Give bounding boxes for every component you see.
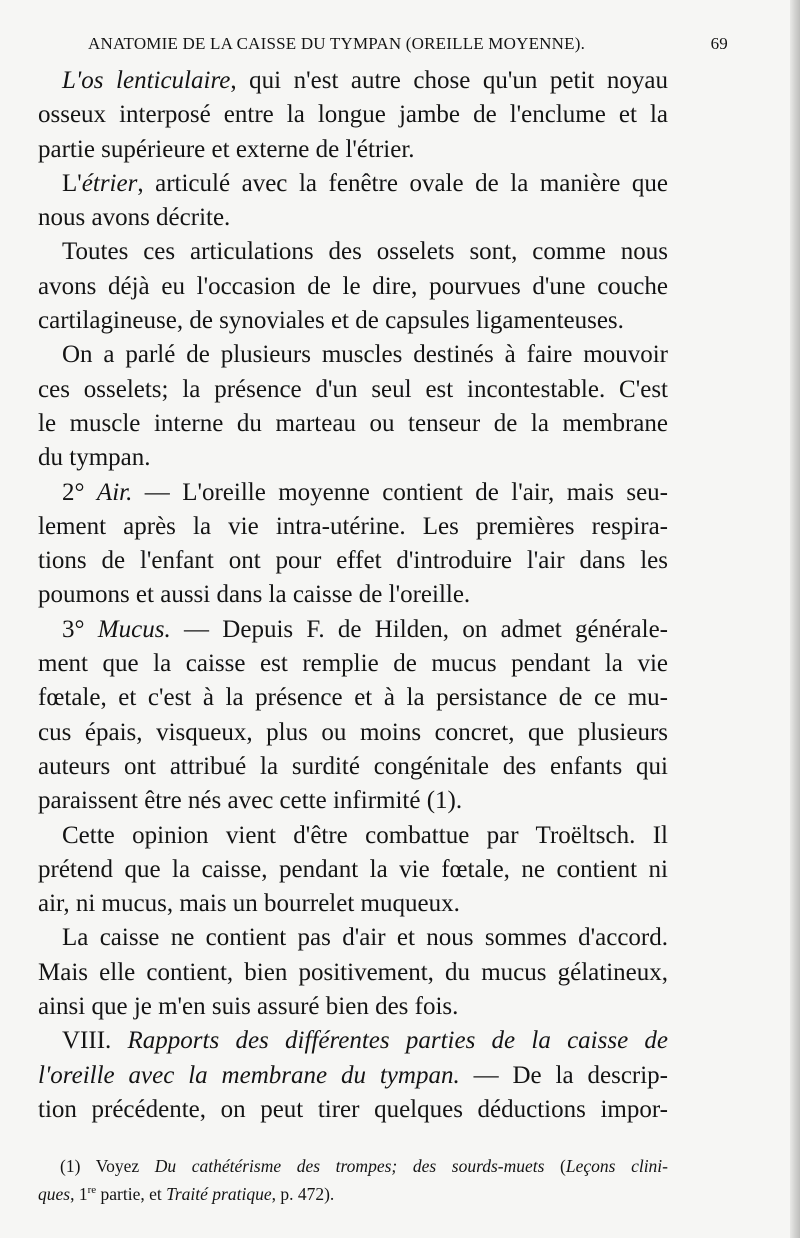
- footnote-line: [38, 1152, 668, 1180]
- text-line: [38, 819, 668, 853]
- page-number: 69: [710, 34, 728, 53]
- italic-text: L': [62, 67, 82, 94]
- text-line: [38, 887, 668, 921]
- italic-text: Traité pratique: [166, 1184, 272, 1204]
- italic-text: os lenticulaire: [81, 67, 231, 94]
- text-run: Toutes ces articulations des osselets sont, comme nous: [62, 238, 668, 266]
- text-run: ainsi que je m'en suis assuré bien des fois.: [38, 993, 459, 1021]
- text-line: [38, 750, 668, 784]
- text-run: poumons et aussi dans la caisse de l'oreille.: [38, 581, 471, 609]
- text-run: (1) Voyez: [60, 1156, 155, 1176]
- text-line: [38, 476, 668, 510]
- text-line: [38, 716, 668, 750]
- italic-text: étrier: [81, 169, 138, 197]
- text-run: ment que la caisse est remplie de mucus pendant la vie: [38, 650, 668, 678]
- italic-text: Leçons clini-: [565, 1156, 669, 1176]
- text-line: [38, 270, 668, 304]
- text-line: [38, 1024, 668, 1058]
- text-line: [38, 578, 668, 612]
- text-run: — L'oreille moyenne contient de l'air, mais seu-: [132, 478, 669, 506]
- text-run: 3°: [62, 615, 98, 643]
- text-run: tion précédente, on peut tirer quelques déductions impor-: [38, 1095, 668, 1123]
- text-line: [38, 133, 668, 167]
- text-run: On a parlé de plusieurs muscles destinés à faire mouvoir: [62, 341, 668, 369]
- running-title: ANATOMIE DE LA CAISSE DU TYMPAN (OREILLE MOYENNE).: [88, 34, 586, 53]
- text-run: le muscle interne du marteau ou tenseur de la membrane: [38, 409, 668, 437]
- text-run: , articulé avec la fenêtre ovale de la manière que: [137, 169, 668, 197]
- text-run: tions de l'enfant ont pour effet d'introduire l'air dans les: [38, 547, 668, 575]
- text-run: lement après la vie intra-utérine. Les premières respira-: [38, 512, 668, 540]
- text-run: 2°: [62, 478, 97, 506]
- text-run: air, ni mucus, mais un bourrelet muqueux.: [38, 890, 460, 918]
- text-line: [38, 64, 668, 98]
- text-line: [38, 784, 668, 818]
- text-line: [38, 304, 668, 338]
- text-line: [38, 681, 668, 715]
- text-run: auteurs ont attribué la surdité congénitale des enfants qui: [38, 752, 668, 780]
- text-run: , 1: [70, 1184, 88, 1204]
- italic-text: ques: [38, 1184, 71, 1204]
- text-run: partie supérieure et externe de l'étrier.: [38, 135, 415, 163]
- text-line: [38, 407, 668, 441]
- text-run: prétend que la caisse, pendant la vie fœtale, ne contient ni: [38, 855, 668, 883]
- footnote: [38, 1152, 668, 1208]
- text-run: (: [544, 1156, 566, 1176]
- text-run: Cette opinion vient d'être combattue par Troëltsch. Il: [62, 821, 668, 849]
- text-line: [38, 167, 668, 201]
- italic-text: Mucus.: [97, 615, 171, 643]
- text-line: [38, 441, 668, 475]
- italic-text: Du cathétérisme des trompes; des sourds-muets: [154, 1156, 545, 1176]
- text-run: — Depuis F. de Hilden, on admet générale-: [170, 615, 668, 643]
- text-line: [38, 373, 668, 407]
- text-run: paraissent être nés avec cette infirmité (1).: [38, 787, 463, 815]
- text-run: partie, et: [96, 1184, 167, 1204]
- text-run: avons déjà eu l'occasion de le dire, pourvues d'une couche: [38, 272, 668, 300]
- text-run: L': [62, 169, 82, 197]
- italic-text: Air.: [96, 478, 133, 506]
- text-line: [38, 544, 668, 578]
- footnote-line: [38, 1180, 668, 1208]
- text-run: , p. 472).: [271, 1184, 335, 1204]
- text-line: [38, 1059, 668, 1093]
- text-run: re: [87, 1184, 97, 1197]
- text-run: fœtale, et c'est à la présence et à la persistance de ce mu-: [38, 684, 668, 712]
- text-line: [38, 853, 668, 887]
- text-run: Mais elle contient, bien positivement, du mucus gélatineux,: [38, 958, 668, 986]
- body-text: [38, 64, 668, 1127]
- text-run: nous avons décrite.: [38, 204, 231, 232]
- text-run: cartilagineuse, de synoviales et de capsules ligamenteuses.: [38, 307, 624, 335]
- text-line: [38, 956, 668, 990]
- text-line: [38, 510, 668, 544]
- text-line: [38, 647, 668, 681]
- text-run: VIII.: [62, 1027, 128, 1055]
- text-run: ces osselets; la présence d'un seul est incontestable. C'est: [38, 375, 668, 403]
- text-run: du tympan.: [38, 444, 151, 472]
- page-gutter: [790, 0, 800, 1238]
- italic-text: Rapports des différentes parties de la caisse de: [127, 1027, 668, 1055]
- text-line: [38, 338, 668, 372]
- text-line: [38, 98, 668, 132]
- text-run: cus épais, visqueux, plus ou moins concret, que plusieurs: [38, 718, 668, 746]
- running-header: [38, 34, 728, 60]
- text-line: [38, 1093, 668, 1127]
- text-line: [38, 235, 668, 269]
- text-run: , qui n'est autre chose qu'un petit noyau: [230, 67, 668, 94]
- text-run: — De la descrip-: [459, 1061, 669, 1089]
- text-line: [38, 201, 668, 235]
- text-line: [38, 990, 668, 1024]
- text-line: [38, 613, 668, 647]
- text-run: osseux interposé entre la longue jambe de l'enclume et la: [38, 101, 668, 129]
- italic-text: l'oreille avec la membrane du tympan.: [38, 1061, 460, 1089]
- text-run: La caisse ne contient pas d'air et nous sommes d'accord.: [62, 924, 668, 952]
- text-line: [38, 921, 668, 955]
